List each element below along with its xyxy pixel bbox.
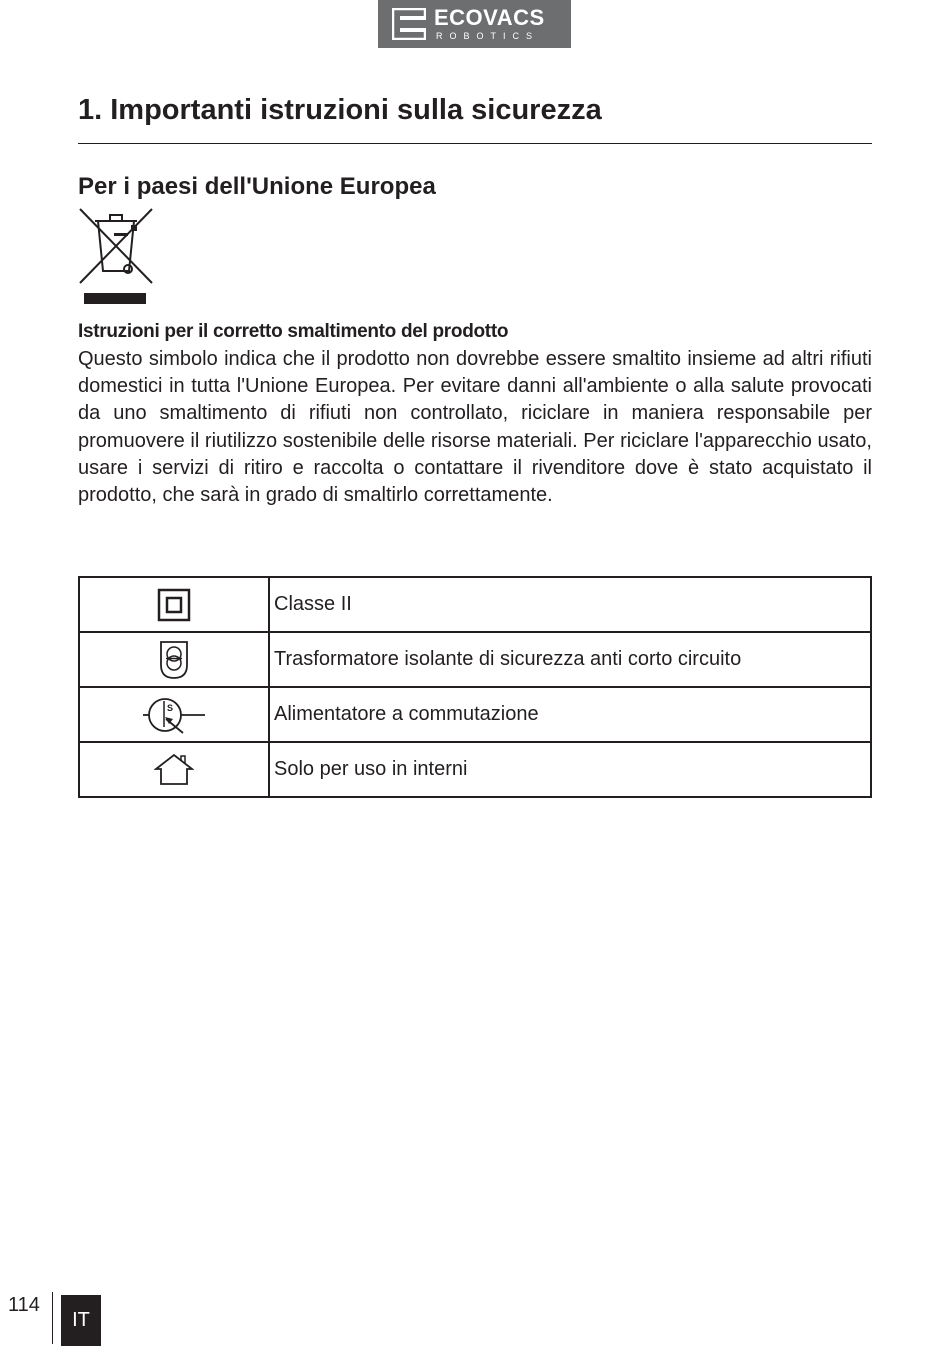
table-row: [79, 632, 871, 687]
indoor-use-only-icon: [154, 753, 194, 787]
svg-text:S: S: [167, 702, 174, 713]
symbol-label: Alimentatore a commutazione: [269, 687, 871, 742]
footer-divider: [52, 1292, 53, 1344]
language-badge: IT: [61, 1295, 101, 1346]
ecovacs-logo-icon: [392, 8, 426, 40]
safety-isolating-transformer-icon: [158, 639, 190, 681]
symbol-label: Trasformatore isolante di sicurezza anti corto circuito: [269, 632, 871, 687]
table-row: [79, 687, 871, 742]
symbol-label: Solo per uso in interni: [269, 742, 871, 797]
ecovacs-logo: [378, 0, 571, 48]
symbol-cell: [79, 687, 269, 742]
table-row: [79, 577, 871, 632]
table-row: [79, 742, 871, 797]
page-title: 1. Importanti istruzioni sulla sicurezza: [78, 94, 602, 126]
symbol-cell: [79, 577, 269, 632]
symbol-label: Classe II: [269, 577, 871, 632]
weee-crossed-bin-icon: [78, 207, 154, 305]
logo-subtitle: ROBOTICS: [436, 31, 540, 41]
switch-mode-power-supply-icon: [143, 695, 205, 735]
symbol-cell: [79, 742, 269, 797]
disposal-heading: Istruzioni per il corretto smaltimento del prodotto: [78, 321, 509, 342]
class-ii-icon: [157, 588, 191, 622]
disposal-text: Questo simbolo indica che il prodotto non dovrebbe essere smaltito insieme ad altri rifiuti domestici in tutta l'Unione Europea. Per evitare danni all'ambiente o alla salute provocati da uno smaltimento di rifiuti non controllato, riciclare in maniera responsabile per promuovere il riutilizzo sostenibile delle risorse materiali. Per riciclare l'apparecchio usato, usare i servizi di ritiro e raccolta o contattare il rivenditore dove è stato acquistato il prodotto, che sarà in grado di smaltirlo correttamente.: [78, 348, 872, 507]
section-heading: Per i paesi dell'Unione Europea: [78, 173, 436, 200]
symbol-cell: [79, 632, 269, 687]
logo-wordmark: ECOVACS: [434, 5, 545, 30]
page-number: 114: [8, 1294, 40, 1316]
title-divider: [78, 143, 872, 144]
symbol-table: [78, 576, 872, 798]
